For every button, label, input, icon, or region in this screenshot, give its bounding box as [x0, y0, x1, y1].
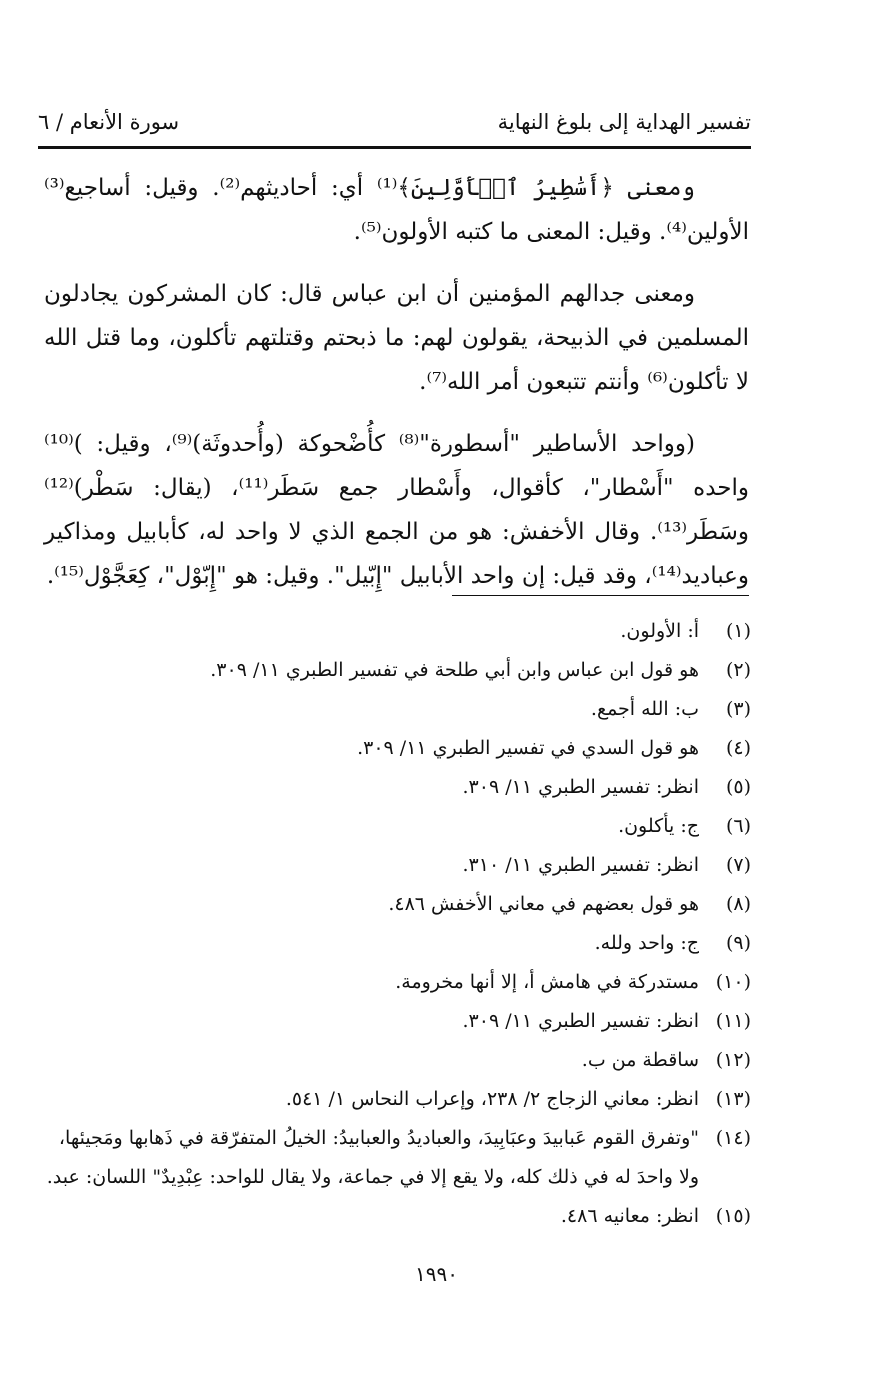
footnote-number: (١١) — [715, 1010, 751, 1032]
footnote-number: (١٥) — [715, 1205, 751, 1227]
footnote — [44, 1197, 751, 1236]
footnote-text: انظر: تفسير الطبري ١١/ ٣٠٩. — [462, 1010, 699, 1032]
footnote-number: (٥) — [725, 776, 751, 798]
footnote-text: ساقطة من ب. — [581, 1049, 699, 1071]
footnote-text: انظر: معانيه ٤٨٦. — [560, 1205, 699, 1227]
footnote-number: (٩) — [725, 932, 751, 954]
footnote-number: (٧) — [725, 854, 751, 876]
paragraph: ومعنى جدالهم المؤمنين أن ابن عباس قال: كان المشركون يجادلون المسلمين في الذبيحة، يقولون لهم: ما ذبحتم وقتلتهم تأكلون، وما قتل الله لا تأكلون⁽⁶⁾ وأنتم تتبعون أمر الله⁽⁷⁾. — [44, 281, 749, 395]
paragraph: ومعنى ﴿أَسَٰطِيرُ ٱلۡأَوَّلِينَ﴾⁽¹⁾ أي: أحاديثهم⁽²⁾. وقيل: أساجيع⁽³⁾ الأولين⁽⁴⁾. وقيل: المعنى ما كتبه الأولون⁽⁵⁾. — [44, 175, 749, 245]
footnote — [44, 1002, 751, 1041]
footnotes — [44, 612, 751, 1236]
footnote — [44, 690, 751, 729]
footnote-divider — [452, 595, 749, 596]
main-text — [44, 166, 749, 616]
footnote-text: ب: الله أجمع. — [590, 698, 699, 720]
running-header — [38, 104, 751, 140]
footnote — [44, 612, 751, 651]
footnote-text: مستدركة في هامش أ، إلا أنها مخرومة. — [395, 971, 699, 993]
footnote-text: أ: الأولون. — [620, 620, 699, 642]
footnote-number: (٤) — [725, 737, 751, 759]
footnote-number: (٦) — [725, 815, 751, 837]
footnote-text: هو قول السدي في تفسير الطبري ١١/ ٣٠٩. — [357, 737, 699, 759]
footnote-text: هو قول بعضهم في معاني الأخفش ٤٨٦. — [388, 893, 699, 915]
footnote — [44, 768, 751, 807]
footnote — [44, 807, 751, 846]
footnote-number: (١٣) — [715, 1088, 751, 1110]
footnote-text: انظر: معاني الزجاج ٢/ ٢٣٨، وإعراب النحاس ١/ ٥٤١. — [285, 1088, 699, 1110]
footnote — [44, 1080, 751, 1119]
footnote-number: (١٢) — [715, 1049, 751, 1071]
footnote-number: (١) — [725, 620, 751, 642]
footnote-text: "وتفرق القوم عَبابيدَ وعبَابِيدَ، والعباديدُ والعبابيدُ: الخيلُ المتفرّقة في ذَهابها ومَجيئها، ولا واحدَ له في ذلك كله، ولا يقع إلا في جماعة، ولا يقال للواحد: عِبْدِيدٌ" اللسان: عبد. — [46, 1127, 699, 1188]
page-number: ١٩٩٠ — [415, 1262, 458, 1286]
footnote — [44, 1041, 751, 1080]
footnote-text: ج: واحد ولله. — [594, 932, 699, 954]
footnote — [44, 651, 751, 690]
footnote — [44, 1119, 751, 1197]
footnote-number: (١٤) — [715, 1127, 751, 1149]
footnote-text: انظر: تفسير الطبري ١١/ ٣٠٩. — [462, 776, 699, 798]
footnote-number: (٨) — [725, 893, 751, 915]
header-divider — [38, 146, 751, 149]
footnote-text: انظر: تفسير الطبري ١١/ ٣١٠. — [462, 854, 699, 876]
footnote — [44, 963, 751, 1002]
footnote-number: (٣) — [725, 698, 751, 720]
paragraph: (وواحد الأساطير "أسطورة"⁽⁸⁾ كأُضْحوكة (وأُحدوثَة)⁽⁹⁾، وقيل: )⁽¹⁰⁾ واحده "أَسْطار"، كأقوال، وأَسْطار جمع سَطَر⁽¹¹⁾، (يقال: سَطْر)⁽¹²⁾ وسَطَر⁽¹³⁾. وقال الأخفش: هو من الجمع الذي لا واحد له، كأبابيل ومذاكير وعباديد⁽¹⁴⁾، وقد قيل: إن واحد الأبابيل "إِبّيل". وقيل: هو "إِبّوْل"، كِعَجَّوْل⁽¹⁵⁾. — [44, 431, 749, 589]
footnote-number: (٢) — [725, 659, 751, 681]
surah-label: سورة الأنعام / ٦ — [38, 110, 180, 134]
footnote — [44, 924, 751, 963]
footnote — [44, 885, 751, 924]
footnote-number: (١٠) — [715, 971, 751, 993]
footnote — [44, 846, 751, 885]
footnote — [44, 729, 751, 768]
book-title: تفسير الهداية إلى بلوغ النهاية — [497, 110, 751, 134]
footnote-text: هو قول ابن عباس وابن أبي طلحة في تفسير الطبري ١١/ ٣٠٩. — [210, 659, 699, 681]
footnote-text: ج: يأكلون. — [618, 815, 699, 837]
